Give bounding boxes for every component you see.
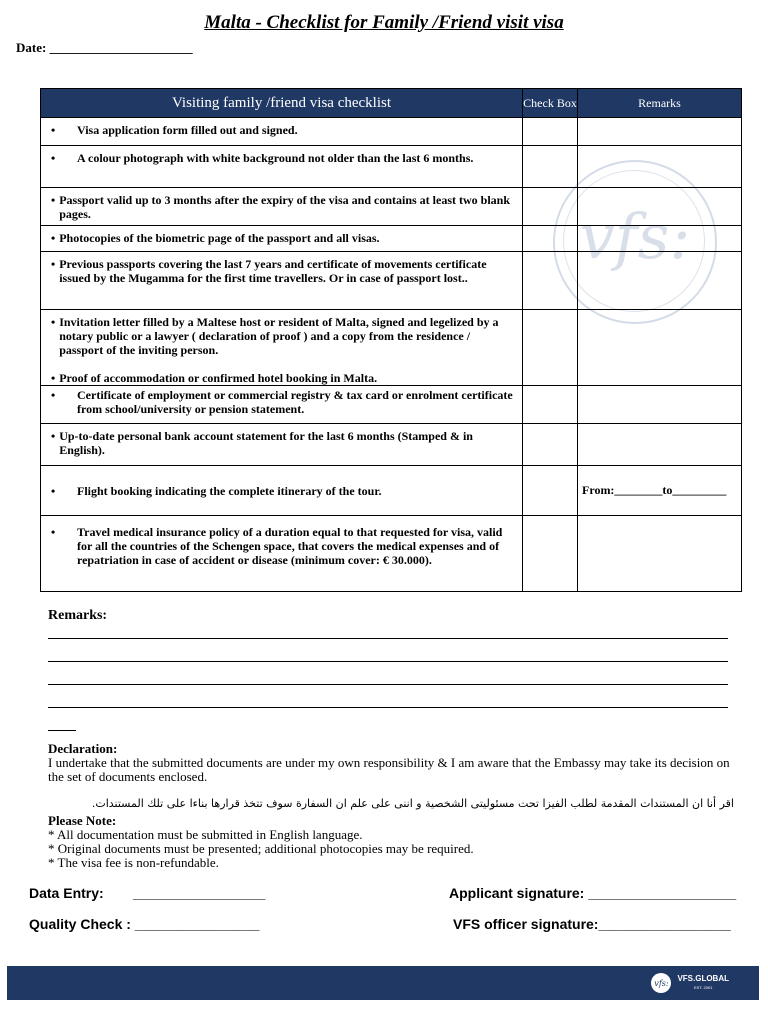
date-field[interactable]: Date: ______________________	[16, 40, 193, 55]
quality-check-field[interactable]: Quality Check : ________________	[29, 916, 260, 932]
check-box[interactable]	[523, 252, 578, 310]
vfs-officer-signature-field[interactable]: VFS officer signature:_________________	[453, 916, 731, 932]
declaration	[48, 742, 738, 784]
check-box[interactable]	[523, 516, 578, 592]
note-line: * The visa fee is non-refundable.	[48, 855, 219, 870]
document-title: Malta - Checklist for Family /Friend visit visa	[204, 12, 564, 33]
item-text: Previous passports covering the last 7 years and certificate of movements certificate issued by the Mugamma for the first time travellers. Or in case of passport lost..	[59, 257, 487, 285]
check-box[interactable]	[523, 188, 578, 226]
bullet: •	[51, 193, 56, 207]
checklist-row	[41, 226, 742, 252]
item-text: Visa application form filled out and signed.	[77, 123, 298, 137]
note-line: * All documentation must be submitted in English language.	[48, 827, 363, 842]
bullet: •	[51, 231, 56, 245]
checklist-table	[40, 88, 742, 592]
check-box-header: Check Box	[523, 89, 578, 118]
remarks-line[interactable]	[48, 638, 728, 639]
remarks-line[interactable]	[48, 684, 728, 685]
check-box[interactable]	[523, 466, 578, 516]
bullet: •	[51, 257, 56, 271]
check-box[interactable]	[523, 118, 578, 146]
bullet: •	[51, 371, 56, 385]
brand-tagline: EST. 2001	[693, 985, 713, 990]
checklist-row	[41, 386, 742, 424]
item-text: Passport valid up to 3 months after the expiry of the visa and contains at least two blank pages.	[59, 193, 511, 221]
vfs-global-logo	[651, 973, 729, 993]
checklist-row	[41, 516, 742, 592]
check-box[interactable]	[523, 310, 578, 386]
checklist-row	[41, 310, 742, 386]
data-entry-field[interactable]: _________________	[133, 885, 266, 901]
watermark-text: vfs:	[579, 200, 691, 273]
note-line: * Original documents must be presented; additional photocopies may be required.	[48, 841, 474, 856]
remarks-label: Remarks:	[48, 608, 108, 623]
remarks-line-end[interactable]	[48, 730, 76, 731]
remarks-cell[interactable]	[578, 146, 742, 188]
item-text: Travel medical insurance policy of a duration equal to that requested for visa, valid for all the countries of the Schengen space, that covers the medical expenses and of repatriation in case of accident or disease (minimum cover: € 30.000).	[77, 525, 503, 567]
declaration-arabic: اقر أنا ان المستندات المقدمة لطلب الفيزا تحت مسئوليتى الشخصية و اننى على علم ان السفارة سوف تتخذ قرارها بناءا على تلك المستندات.	[91, 797, 734, 810]
flight-remarks[interactable]: From:________to_________	[578, 466, 742, 516]
item-text: Certificate of employment or commercial registry & tax card or enrolment certificate from school/university or pension statement.	[77, 388, 513, 416]
remarks-cell[interactable]	[578, 386, 742, 424]
please-note	[48, 814, 738, 870]
bullet: •	[51, 483, 56, 498]
item-text: Flight booking indicating the complete itinerary of the tour.	[77, 483, 382, 498]
item-text: Photocopies of the biometric page of the passport and all visas.	[59, 231, 380, 245]
remarks-cell[interactable]	[578, 516, 742, 592]
vfs-logo-icon: vfs:	[651, 973, 671, 993]
bullet: •	[51, 151, 56, 165]
remarks-cell[interactable]	[578, 188, 742, 226]
check-box[interactable]	[523, 146, 578, 188]
checklist-row	[41, 466, 742, 516]
data-entry-label: Data Entry:	[29, 885, 104, 901]
checklist-row	[41, 252, 742, 310]
remarks-cell[interactable]	[578, 310, 742, 386]
declaration-text: I undertake that the submitted documents are under my own responsibility & I am aware that the Embassy may take its decision on the set of documents enclosed.	[48, 755, 730, 784]
checklist-row	[41, 424, 742, 466]
check-box[interactable]	[523, 386, 578, 424]
item-text: Proof of accommodation or confirmed hotel booking in Malta.	[59, 371, 378, 385]
bullet: •	[51, 388, 56, 402]
checklist-row	[41, 188, 742, 226]
remarks-cell[interactable]	[578, 252, 742, 310]
bullet: •	[51, 315, 56, 329]
checklist-header-row	[41, 89, 742, 118]
remarks-header: Remarks	[578, 89, 742, 118]
declaration-heading: Declaration:	[48, 741, 118, 756]
checklist-row	[41, 118, 742, 146]
applicant-signature-field[interactable]: Applicant signature: ___________________	[449, 885, 737, 901]
check-box[interactable]	[523, 424, 578, 466]
remarks-line[interactable]	[48, 661, 728, 662]
footer-bar	[7, 966, 759, 1000]
remarks-cell[interactable]	[578, 424, 742, 466]
check-box[interactable]	[523, 226, 578, 252]
note-heading: Please Note:	[48, 813, 117, 828]
bullet: •	[51, 525, 56, 539]
remarks-cell[interactable]	[578, 118, 742, 146]
remarks-cell[interactable]	[578, 226, 742, 252]
item-text: Up-to-date personal bank account statement for the last 6 months (Stamped & in English).	[59, 429, 473, 457]
brand-name: VFS.GLOBAL EST. 2001	[677, 974, 729, 990]
checklist-row	[41, 146, 742, 188]
item-text: A colour photograph with white background not older than the last 6 months.	[77, 151, 474, 165]
checklist-heading: Visiting family /friend visa checklist	[41, 89, 523, 118]
bullet: •	[51, 123, 56, 137]
item-text: Invitation letter filled by a Maltese host or resident of Malta, signed and legelized by a notary public or a lawyer ( declaration of proof ) and a copy from the residence / passport of the inviting person.	[59, 315, 499, 357]
bullet: •	[51, 429, 56, 443]
remarks-line[interactable]	[48, 707, 728, 708]
